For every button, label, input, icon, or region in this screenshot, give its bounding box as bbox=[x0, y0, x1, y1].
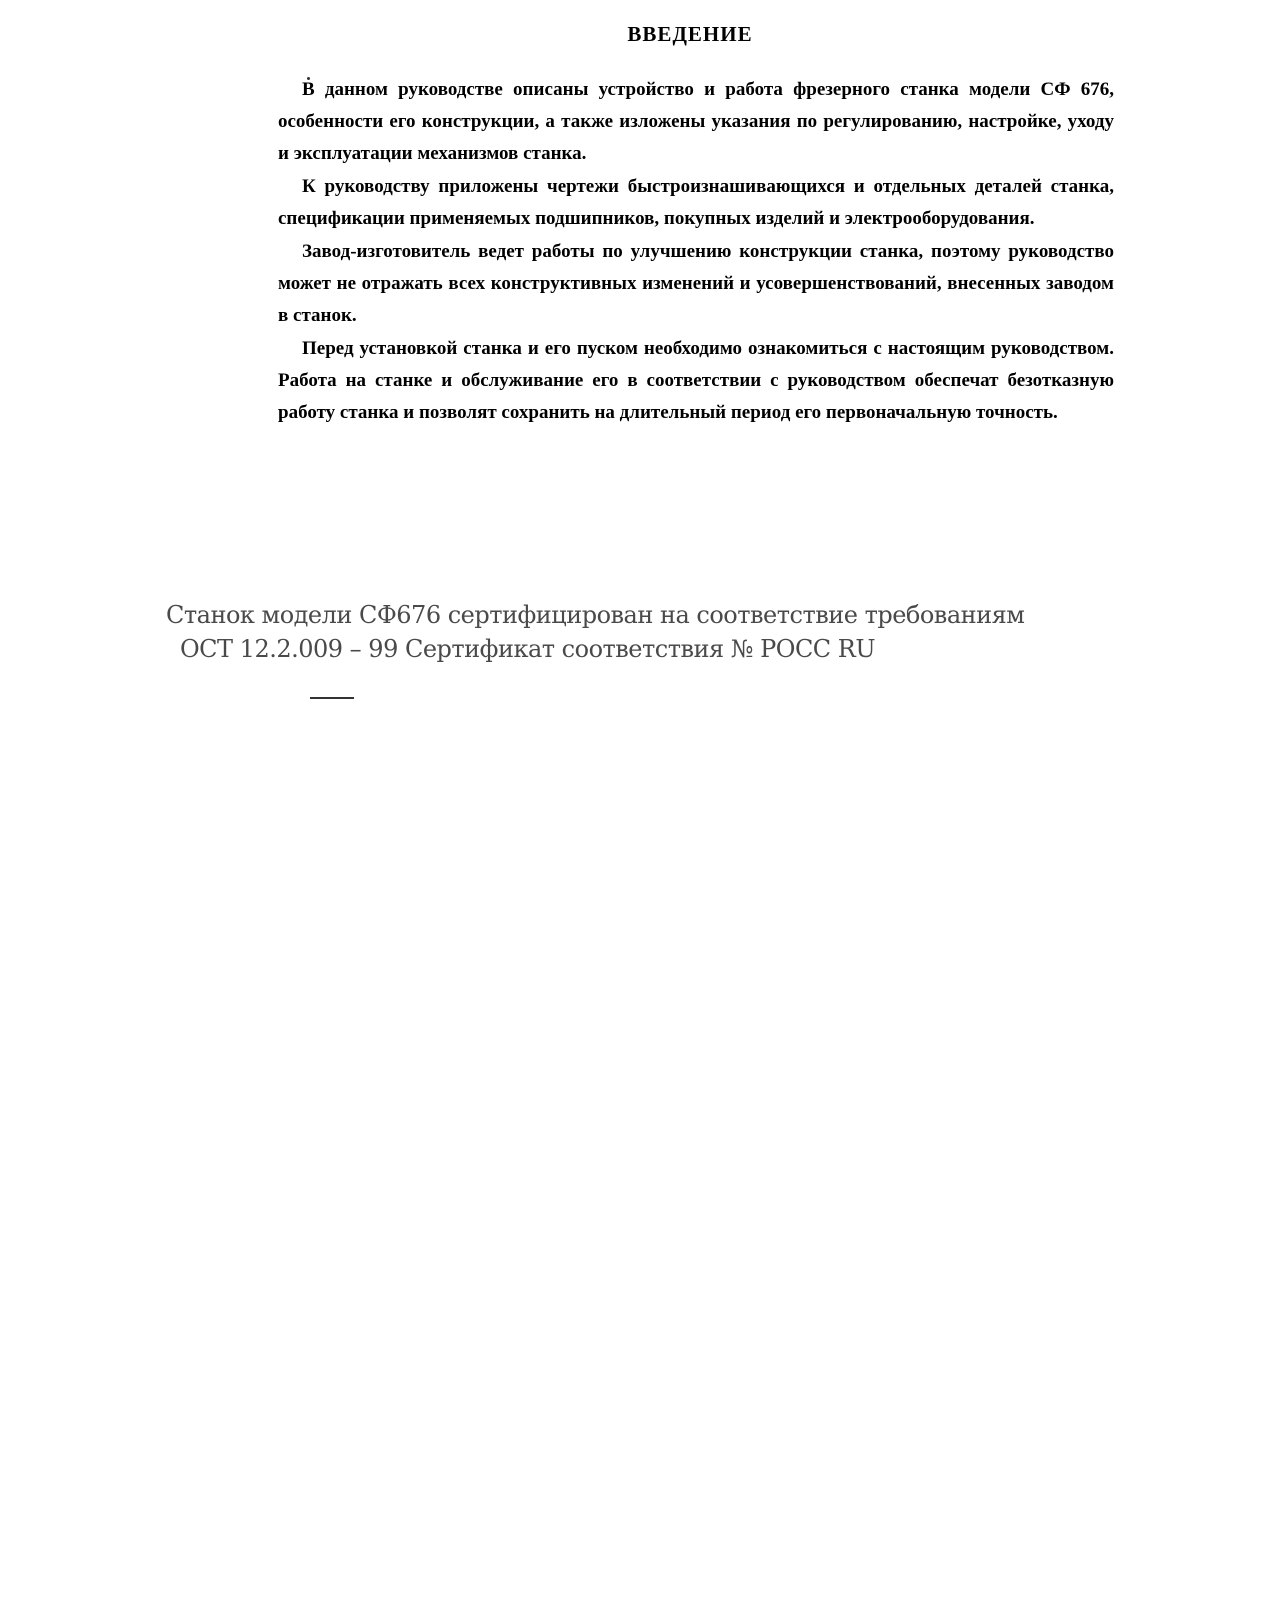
certification-note bbox=[166, 598, 1066, 666]
paragraph-3: Завод-изготовитель ведет работы по улучшению конструкции станка, поэтому руководство может не отражать всех конструктивных изменений и усовершенствований, внесенных заводом в станок. bbox=[278, 241, 1114, 326]
paragraph-2: К руководству приложены чертежи быстроизнашивающихся и отдельных деталей станка, спецификации применяемых подшипников, покупных изделий и электрооборудования. bbox=[278, 176, 1114, 229]
underline-mark bbox=[310, 697, 354, 699]
document-title: ВВЕДЕНИЕ bbox=[627, 22, 753, 46]
paragraph-4: Перед установкой станка и его пуском необходимо ознакомиться с настоящим руководством. Работа на станке и обслуживание его в соответствии с руководством обеспечат безотказную работу станка и позволят сохранить на длительный период его первоначальную точность. bbox=[278, 338, 1114, 423]
paragraph-1: В данном руководстве описаны устройство и работа фрезерного станка модели СФ 676, особенности его конструкции, а также изложены указания по регулированию, настройке, уходу и эксплуатации механизмов станка. bbox=[278, 79, 1114, 164]
certification-line-2: ОСТ 12.2.009 – 99 Сертификат соответствия № РОСС RU bbox=[180, 635, 876, 663]
introduction-body bbox=[278, 74, 1114, 430]
certification-line-1: Станок модели СФ676 сертифицирован на соответствие требованиям bbox=[166, 601, 1025, 629]
